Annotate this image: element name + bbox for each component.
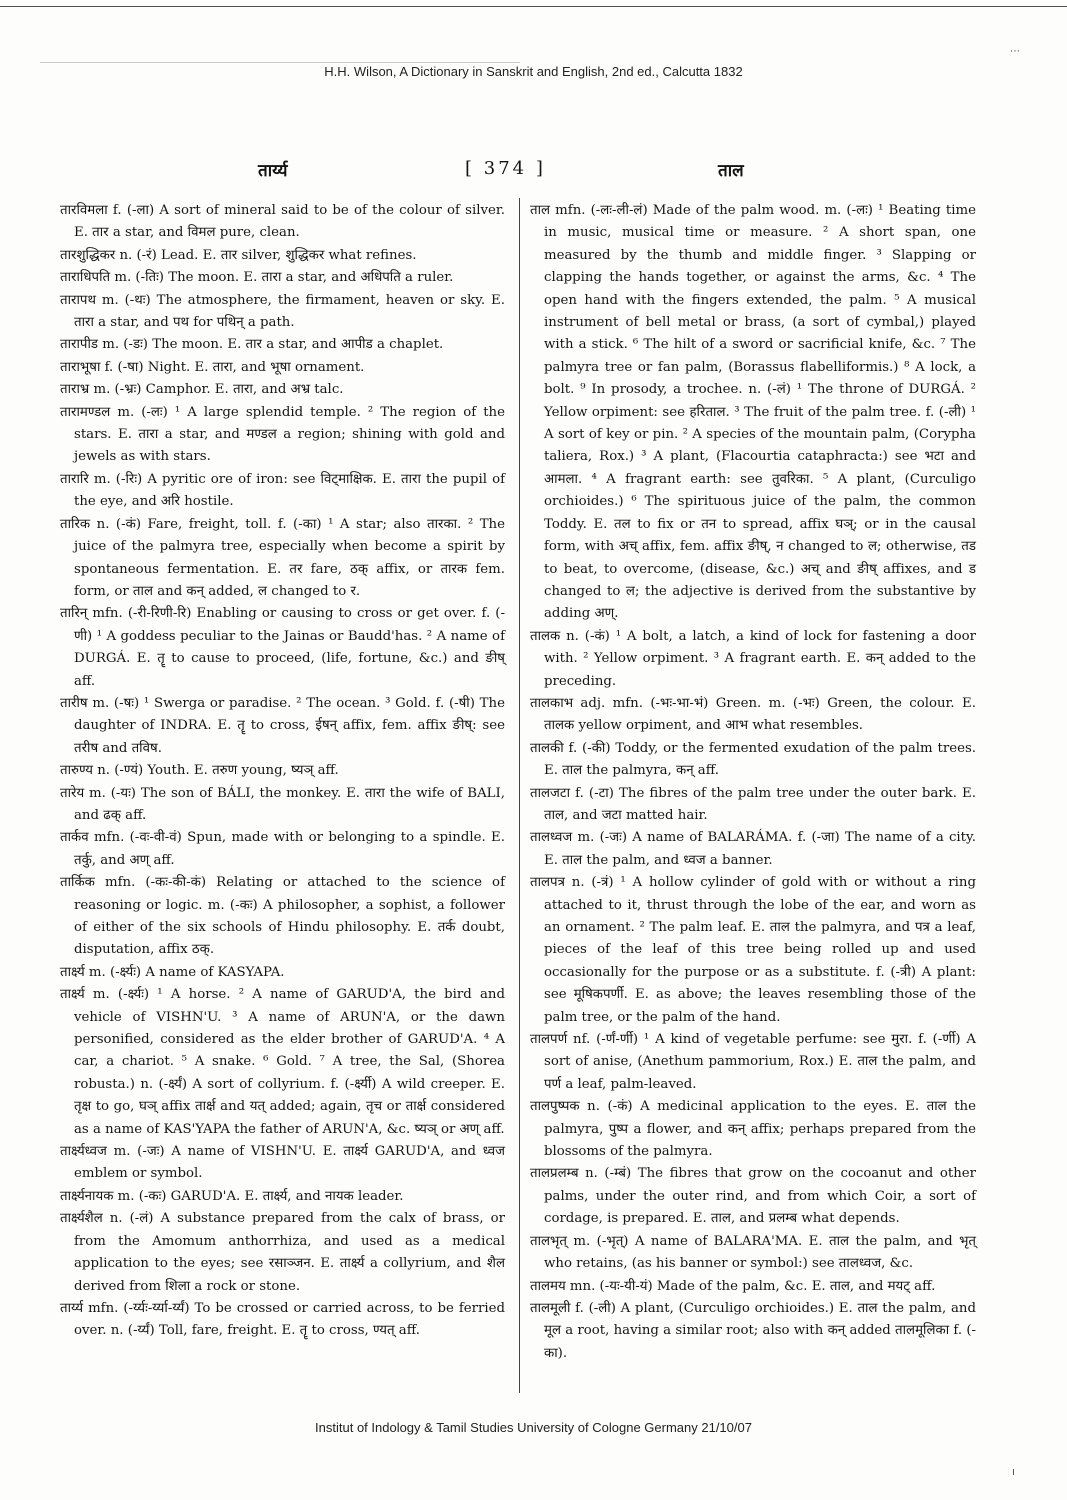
dictionary-entry: तार्क्ष्यध्वज m. (-जः) A name of VISHN'U. E. तार्क्ष्य GARUD'A, and ध्वज emblem or symbol.: [60, 1144, 505, 1182]
dictionary-entry: ताल mfn. (-लः-ली-लं) Made of the palm wood. m. (-लः) ¹ Beating time in music, musical time or measure. ² A short span, one measured by the thumb and middle finger. ³ Slapping or clapping the hands together, or against the arms, &c. ⁴ The open hand with the fingers extended, the palm. ⁵ A musical instrument of bell metal or brass, (a sort of cymbal,) played with a stick. ⁶ The hilt of a sword or sacrificial knife, &c. ⁷ The palmyra tree or fan palm, (Borassus flabelliformis.) ⁸ A lock, a bolt. ⁹ In prosody, a trochee. n. (-लं) ¹ The throne of DURGÁ. ² Yellow orpiment: see हरिताल. ³ The fruit of the palm tree. f. (-ली) ¹ A sort of key or pin. ² A species of the mountain palm, (Corypha taliera, Rox.) ³ A plant, (Flacourtia cataphracta:) see भटा and आमला. ⁴ A fragrant earth: see तुवरिका. ⁵ A plant, (Curculigo orchioides.) ⁶ The spirituous juice of the palm, the common Toddy. E. तल to fix or तन to spread, affix घञ्; or in the causal form, with अच् affix, fem. affix ङीष्, न changed to ल; otherwise, तड to beat, to overcome, (disease, &c.) अच् and ङीष् affixes, and ड changed to ल; the adjective is derived from the substantive by adding अण्.: [530, 203, 976, 622]
left-column: [60, 200, 505, 1343]
page-number: [ 374 ]: [465, 158, 546, 179]
dictionary-entry: तारिक n. (-कं) Fare, freight, toll. f. (-का) ¹ A star; also तारका. ² The juice of the palmyra tree, especially when become a spirit by spontaneous fermentation. E. तर fare, ठक् affix, or तारक fem. form, or ताल and कन् added, ल changed to र.: [60, 516, 505, 599]
column-divider: [519, 198, 520, 1393]
dictionary-entry: तालजटा f. (-टा) The fibres of the palm tree under the outer bark. E. ताल, and जटा matted hair.: [530, 785, 976, 823]
dictionary-entry: तारविमला f. (-ला) A sort of mineral said to be of the colour of silver. E. तार a star, and विमल pure, clean.: [60, 203, 505, 241]
dictionary-entry: तारामण्डल m. (-लः) ¹ A large splendid temple. ² The region of the stars. E. तारा a star, and मण्डल a region; shining with gold and jewels as with stars.: [60, 404, 505, 465]
dictionary-entry: तार्क्ष्यशैल n. (-लं) A substance prepared from the calx of brass, or from the Amomum anthorrhiza, and used as a medical application to the eyes; see रसाञ्जन. E. तार्क्ष्य a collyrium, and शैल derived from शिला a rock or stone.: [60, 1211, 505, 1294]
dictionary-entry: तालप्रलम्ब n. (-म्बं) The fibres that grow on the cocoanut and other palms, under the outer rind, and from which Coir, a sort of cordage, is prepared. E. ताल, and प्रलम्ब what depends.: [530, 1166, 976, 1227]
dictionary-entry: तालक n. (-कं) ¹ A bolt, a latch, a kind of lock for fastening a door with. ² Yellow orpiment. ³ A fragrant earth. E. कन् added to the preceding.: [530, 628, 976, 689]
running-head-right: ताल: [718, 161, 744, 181]
dictionary-entry: तारापीड m. (-डः) The moon. E. तार a star, and आपीड a chaplet.: [60, 337, 444, 353]
dictionary-entry: ताराभूषा f. (-षा) Night. E. तारा, and भूषा ornament.: [60, 359, 365, 375]
dictionary-entry: तारापथ m. (-थः) The atmosphere, the firmament, heaven or sky. E. तारा a star, and पथ for पथिन् a path.: [60, 292, 505, 331]
dictionary-entry: तालपुष्पक n. (-कं) A medicinal application to the eyes. E. ताल the palmyra, पुष्प a flower, and कन् affix; perhaps prepared from the blossoms of the palmyra.: [530, 1099, 976, 1160]
dictionary-entry: तारेय m. (-यः) The son of BÁLI, the monkey. E. तारा the wife of BALI, and ढक् aff.: [60, 785, 505, 823]
page-header: H.H. Wilson, A Dictionary in Sanskrit and English, 2nd ed., Calcutta 1832: [324, 64, 743, 79]
dictionary-entry: तारारि m. (-रिः) A pyritic ore of iron: see विट्माक्षिक. E. तारा the pupil of the eye, and अरि hostile.: [60, 471, 505, 510]
dictionary-entry: तार्क्ष्यनायक m. (-कः) GARUD'A. E. तार्क्ष्य, and नायक leader.: [60, 1188, 404, 1204]
dictionary-entry: तारुण्य n. (-ण्यं) Youth. E. तरुण young, ष्यञ् aff.: [60, 763, 339, 779]
scan-speck: ı: [1012, 1465, 1016, 1478]
dictionary-entry: तालपत्र n. (-त्रं) ¹ A hollow cylinder of gold with or without a ring attached to it, thrust through the lobe of the ear, and worn as an ornament. ² The palm leaf. E. ताल the palmyra, and पत्र a leaf, pieces of the leaf of this tree being rolled up and used occasionally for the purpose or as a substitute. f. (-त्री) A plant: see मूषिकपर्णी. E. as above; the leaves resembling those of the palm tree, or the palm of the hand.: [530, 875, 976, 1025]
dictionary-entry: तार्य्य mfn. (-र्य्यः-र्य्या-र्य्यं) To be crossed or carried across, to be ferried over. n. (-र्य्यं) Toll, fare, freight. E. तॄ to cross, ण्यत् aff.: [60, 1300, 505, 1339]
dictionary-entry: तार्किक mfn. (-कः-की-कं) Relating or attached to the science of reasoning or logic. m. (-कः) A philosopher, a sophist, a follower of either of the six schools of Hindu philosophy. E. तर्क doubt, disputation, affix ठक्.: [60, 875, 505, 958]
running-head-left: तार्य्य: [258, 161, 288, 181]
dictionary-entry: तालध्वज m. (-जः) A name of BALARÁMA. f. (-जा) The name of a city. E. ताल the palm, and ध्वज a banner.: [530, 830, 976, 868]
scan-edge-faint: [40, 62, 520, 63]
dictionary-entry: तारीष m. (-षः) ¹ Swerga or paradise. ² The ocean. ³ Gold. f. (-षी) The daughter of INDRA. E. तॄ to cross, ईषन् affix, fem. affix ङीष्: see तरीष and तविष.: [60, 695, 505, 756]
dictionary-entry: तार्क्ष्य m. (-र्क्ष्यः) ¹ A horse. ² A name of GARUD'A, the bird and vehicle of VISHN'U. ³ A name of ARUN'A, or the dawn personified, considered as the elder brother of GARUD'A. ⁴ A car, a chariot. ⁵ A snake. ⁶ Gold. ⁷ A tree, the Sal, (Shorea robusta.) n. (-र्क्ष्यं) A sort of collyrium. f. (-र्क्ष्यी) A wild creeper. E. तृक्ष to go, घञ् affix तार्क्ष and यत् added; again, तृच or तार्क्ष considered as a name of KAS'YAPA the father of ARUN'A, &c. ष्यञ् or अण् aff.: [60, 987, 505, 1137]
dictionary-entry: तालकी f. (-की) Toddy, or the fermented exudation of the palm trees. E. ताल the palmyra, कन् aff.: [530, 740, 976, 779]
dictionary-entry: तालभृत् m. (-भृत्) A name of BALARA'MA. E. ताल the palm, and भृत् who retains, (as his banner or symbol:) see तालध्वज, &c.: [530, 1233, 976, 1272]
dictionary-entry: तालपर्ण nf. (-र्णं-र्णी) ¹ A kind of vegetable perfume: see मुरा. f. (-र्णी) A sort of anise, (Anethum pammorium, Rox.) E. ताल the palm, and पर्ण a leaf, palm-leaved.: [530, 1032, 976, 1092]
scan-edge-top: [0, 6, 1067, 7]
scan-speck: ⋯: [1010, 46, 1020, 57]
right-column: [530, 200, 976, 1365]
page-footer: Institut of Indology & Tamil Studies University of Cologne Germany 21/10/07: [315, 1420, 752, 1435]
dictionary-entry: तालमूली f. (-ली) A plant, (Curculigo orchioides.) E. ताल the palm, and मूल a root, having a similar root; also with कन् added तालमूलिका f. (-का).: [530, 1300, 976, 1361]
dictionary-entry: तारशुद्धिकर n. (-रं) Lead. E. तार silver, शुद्धिकर what refines.: [60, 247, 417, 263]
dictionary-entry: तालकाभ adj. mfn. (-भः-भा-भं) Green. m. (-भः) Green, the colour. E. तालक yellow orpiment, and आभ what resembles.: [530, 695, 976, 734]
dictionary-entry: तार्कव mfn. (-वः-वी-वं) Spun, made with or belonging to a spindle. E. तर्कु, and अण् aff.: [60, 830, 505, 868]
dictionary-entry: तार्क्ष्य m. (-र्क्ष्यः) A name of KASYAPA.: [60, 964, 285, 980]
dictionary-entry: तारिन् mfn. (-री-रिणी-रि) Enabling or causing to cross or get over. f. (-णी) ¹ A goddess peculiar to the Jainas or Baudd'has. ² A name of DURGÁ. E. तॄ to cause to proceed, (life, fortune, &c.) and ङीष् aff.: [60, 606, 505, 689]
dictionary-entry: ताराभ्र m. (-भ्रः) Camphor. E. तारा, and अभ्र talc.: [60, 382, 344, 398]
dictionary-entry: तालमय mn. (-यः-यी-यं) Made of the palm, &c. E. ताल, and मयट् aff.: [530, 1278, 936, 1294]
dictionary-entry: ताराधिपति m. (-तिः) The moon. E. तारा a star, and अधिपति a ruler.: [60, 270, 454, 286]
